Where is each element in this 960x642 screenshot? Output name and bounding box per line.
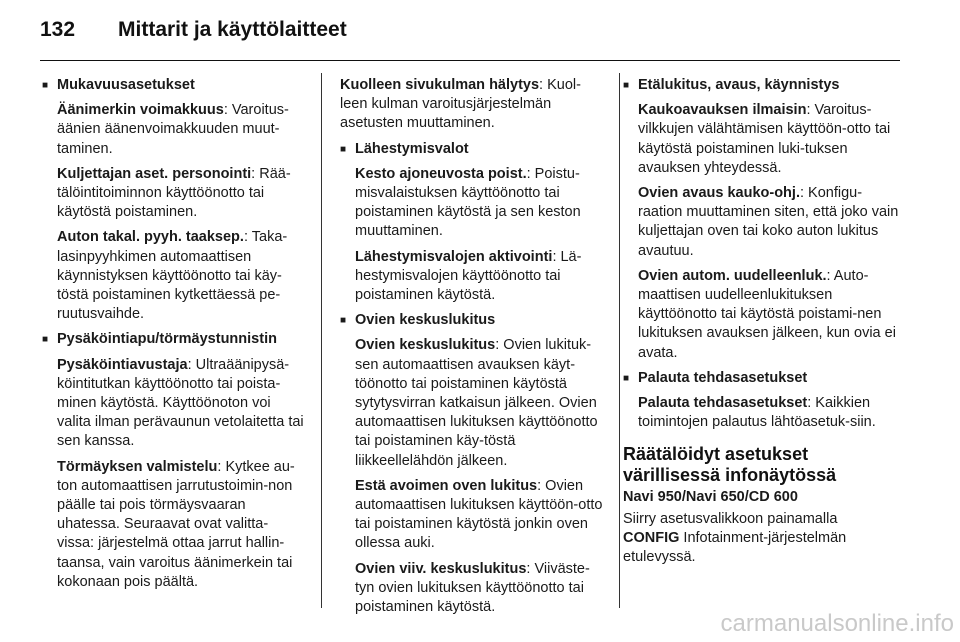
section-heading-line-1: Räätälöidyt asetukset — [623, 444, 809, 465]
setting-desc: : Taka-lasinpyyhkimen automaattisen käynnistyksen käyttöönotto tai käy-töstä poistaminen kytkettäessä pe-ruutusvaihde. — [57, 229, 288, 323]
setting-term: Kaukoavauksen ilmaisin — [638, 102, 807, 119]
config-key-label: CONFIG — [623, 529, 680, 546]
column-1 — [42, 76, 304, 598]
setting-item — [340, 165, 604, 242]
setting-item — [340, 76, 604, 134]
setting-item — [42, 228, 304, 324]
setting-desc: : Varoitus-vilkkujen välähtämisen käyttöön-otto tai käytöstä poistaminen luki-tuksen avauksen yhteydessä. — [638, 102, 891, 176]
setting-desc: : Rää-tälöintitoiminnon käyttöönotto tai käytöstä poistaminen. — [57, 165, 291, 221]
bullet-heading: ■ Etälukitus, avaus, käynnistys — [623, 76, 901, 95]
setting-item — [340, 248, 604, 306]
bullet-heading: ■ Ovien keskuslukitus — [340, 311, 604, 330]
setting-desc: : Ultraäänipysä-köintitutkan käyttöönotto tai poista-minen käytöstä. Käyttöönoton voi valita ilman perävaunun vetolaitetta tai sen kanssa. — [57, 356, 304, 450]
section-heading — [623, 444, 901, 486]
bullet-heading: ■ Palauta tehdasasetukset — [623, 369, 901, 388]
setting-item — [623, 101, 901, 178]
setting-desc: : Varoitus-äänien äänenvoimakkuuden muut-taminen. — [57, 102, 289, 157]
nav-models-label: Navi 950/Navi 650/CD 600 — [623, 489, 798, 506]
setting-item — [623, 267, 901, 363]
setting-desc: : Ovien lukituk-sen automaattisen avauksen käyt-töönotto tai poistaminen käytöstä sytytysvirran katkaisun jälkeen. Ovien automaattisen lukituksen käyttöönotto tai poistaminen käy-töstä liikkeellelähdön jälkeen. — [355, 337, 598, 469]
setting-term: Palauta tehdasasetukset — [638, 395, 808, 412]
setting-term: Ovien autom. uudelleenluk. — [638, 267, 827, 284]
watermark: carmanualsonline.info — [720, 610, 954, 637]
setting-desc: : Kaikkien toimintojen palautus lähtöasetuk-siin. — [638, 395, 876, 431]
setting-term: Törmäyksen valmistelu — [57, 458, 218, 475]
setting-item — [340, 477, 604, 554]
setting-term: Lähestymisvalojen aktivointi — [355, 248, 553, 265]
setting-item — [340, 336, 604, 470]
setting-term: Kuljettajan aset. personointi — [57, 165, 252, 182]
bullet-heading: ■ Lähestymisvalot — [340, 140, 604, 159]
setting-term: Pysäköintiavustaja — [57, 356, 188, 373]
column-2 — [340, 76, 604, 623]
setting-desc: : Lä-hestymisvalojen käyttöönotto tai poistaminen käytöstä. — [355, 248, 582, 304]
setting-term: Estä avoimen oven lukitus — [355, 477, 538, 494]
column-3 — [623, 76, 901, 567]
setting-item — [340, 560, 604, 618]
setting-desc: : Konfigu-raation muuttaminen siten, että joko vain kuljettajan oven tai koko auton lukitus avautuu. — [638, 185, 899, 259]
setting-term: Kuolleen sivukulman hälytys — [340, 77, 540, 93]
instruction-text: Siirry asetusvalikkoon painamalla — [623, 510, 838, 527]
setting-term: Äänimerkin voimakkuus — [57, 102, 224, 119]
column-divider-1 — [321, 73, 322, 608]
page-title: Mittarit ja käyttölaitteet — [118, 18, 347, 41]
page-header — [0, 0, 960, 60]
setting-term: Kesto ajoneuvosta poist. — [355, 165, 527, 182]
setting-item — [623, 184, 901, 261]
setting-desc: : Viiväste-tyn ovien lukituksen käyttöönotto tai poistaminen käytöstä. — [355, 560, 590, 616]
bullet-heading: ■ Pysäköintiapu/törmäystunnistin — [42, 330, 304, 349]
setting-desc: : Ovien automaattisen lukituksen käyttöön-otto tai poistaminen käytöstä jonkin oven ollessa auki. — [355, 477, 603, 552]
setting-item — [42, 101, 304, 159]
setting-term: Ovien viiv. keskuslukitus — [355, 560, 527, 577]
setting-term: Ovien avaus kauko-ohj. — [638, 185, 800, 202]
instruction-text-end: Infotainment-järjestelmän etulevyssä. — [623, 529, 847, 566]
setting-term: Ovien keskuslukitus — [355, 337, 496, 354]
setting-desc: : Auto-maattisen uudelleenlukituksen käyttöönotto tai käytöstä poistami-nen lukituksen avauksen jälkeen, kun ovia ei avata. — [638, 267, 896, 361]
header-rule — [40, 60, 900, 61]
page-number: 132 — [40, 18, 76, 41]
section-heading-line-2: värillisessä infonäytössä — [623, 465, 837, 486]
bullet-heading: ■ Mukavuusasetukset — [42, 76, 304, 95]
setting-term: Auton takal. pyyh. taaksep. — [57, 229, 244, 246]
column-divider-2 — [619, 73, 620, 608]
setting-desc: : Kytkee au-ton automaattisen jarrutustoimin-non päälle tai pois törmäysvaaran uhatessa. Seuraavat ovat valitta-vissa: järjestelmä ottaa jarrut hallin-taansa, vain varoitus äänimerkein tai kokonaan pois päältä. — [57, 458, 295, 590]
setting-item — [42, 356, 304, 452]
setting-desc: : Poistu-misvalaistuksen käyttöönotto tai poistaminen käytöstä ja sen keston muuttaminen. — [355, 165, 581, 240]
setting-item — [42, 165, 304, 223]
setting-desc: : Kuol-leen kulman varoitusjärjestelmän asetusten muuttaminen. — [340, 77, 581, 132]
config-instruction — [623, 510, 901, 568]
setting-item — [623, 394, 901, 432]
setting-item — [42, 458, 304, 592]
